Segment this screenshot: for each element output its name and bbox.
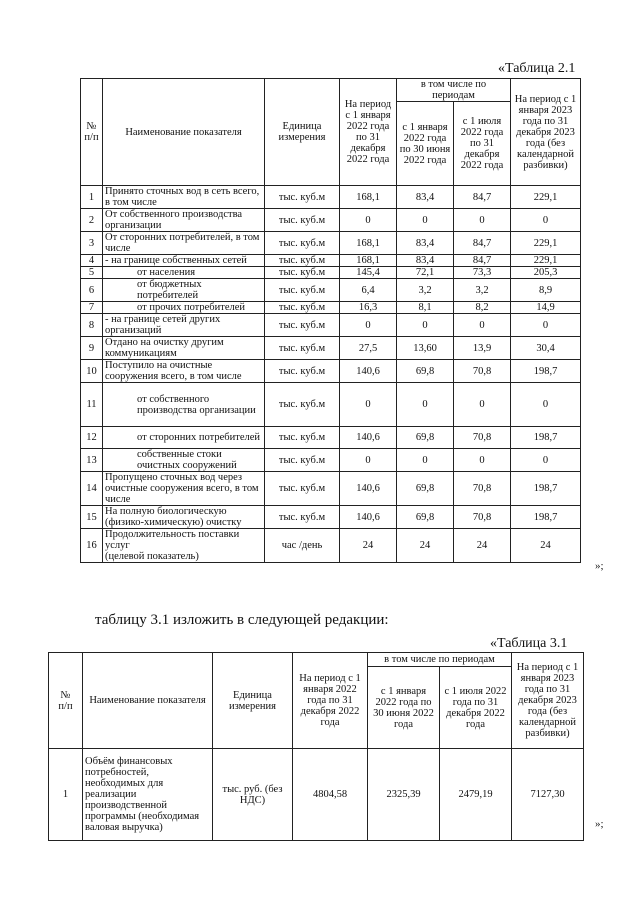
header-subperiod-2: с 1 июля 2022 года по 31 декабря 2022 года xyxy=(440,667,512,749)
row-indicator-name: от бюджетных потребителей xyxy=(103,279,265,302)
row-value-2022: 27,5 xyxy=(340,337,397,360)
row-value-h1-2022: 83,4 xyxy=(397,255,454,267)
row-number: 2 xyxy=(81,209,103,232)
table-3-1 xyxy=(48,652,584,841)
row-value-2022: 16,3 xyxy=(340,302,397,314)
row-unit: тыс. куб.м xyxy=(265,427,340,449)
header-unit: Единица измерения xyxy=(265,79,340,186)
row-number: 11 xyxy=(81,383,103,427)
row-value-h2-2022: 8,2 xyxy=(454,302,511,314)
row-indicator-name: От собственного производства организации xyxy=(103,209,265,232)
row-value-h2-2022: 0 xyxy=(454,383,511,427)
row-value-h1-2022: 69,8 xyxy=(397,472,454,506)
table-row xyxy=(49,749,584,841)
row-indicator-name: Поступило на очистные сооружения всего, в том числе xyxy=(103,360,265,383)
row-value-2023: 0 xyxy=(511,383,581,427)
row-value-2022: 6,4 xyxy=(340,279,397,302)
row-number: 9 xyxy=(81,337,103,360)
row-value-2022: 140,6 xyxy=(340,360,397,383)
row-value-2023: 229,1 xyxy=(511,186,581,209)
header-period-2023: На период с 1 января 2023 года по 31 декабря 2023 года (без календарной разбивки) xyxy=(512,653,584,749)
row-indicator-name: Объём финансовых потребностей, необходимых для реализации производственной программы (необходимая валовая выручка) xyxy=(83,749,213,841)
table-row xyxy=(81,255,581,267)
row-value-2023: 205,3 xyxy=(511,267,581,279)
table-2-1-body xyxy=(81,186,581,563)
row-indicator-name: - на границе сетей других организаций xyxy=(103,314,265,337)
row-unit: тыс. куб.м xyxy=(265,209,340,232)
header-period-2022: На период с 1 января 2022 года по 31 декабря 2022 года xyxy=(293,653,368,749)
row-value-h2-2022: 0 xyxy=(454,449,511,472)
row-indicator-name: На полную биологическую (физико-химическую) очистку xyxy=(103,506,265,529)
row-number: 13 xyxy=(81,449,103,472)
table1-tail: »; xyxy=(595,560,604,572)
row-value-h1-2022: 8,1 xyxy=(397,302,454,314)
row-indicator-name: Пропущено сточных вод через очистные сооружения всего, в том числе xyxy=(103,472,265,506)
row-number: 14 xyxy=(81,472,103,506)
row-value-2022: 24 xyxy=(340,529,397,563)
row-value-h1-2022: 3,2 xyxy=(397,279,454,302)
row-value-2023: 8,9 xyxy=(511,279,581,302)
row-number: 16 xyxy=(81,529,103,563)
row-value-h1-2022: 0 xyxy=(397,314,454,337)
row-unit: тыс. куб.м xyxy=(265,360,340,383)
row-value-h2-2022: 70,8 xyxy=(454,506,511,529)
row-unit: тыс. куб.м xyxy=(265,337,340,360)
row-value-2022: 168,1 xyxy=(340,255,397,267)
table-row xyxy=(81,449,581,472)
row-value-h1-2022: 69,8 xyxy=(397,427,454,449)
table-row xyxy=(81,337,581,360)
row-value-h1-2022: 0 xyxy=(397,449,454,472)
row-value-2022: 0 xyxy=(340,449,397,472)
row-value-h2-2022: 13,9 xyxy=(454,337,511,360)
row-value-2022: 0 xyxy=(340,209,397,232)
table-row xyxy=(81,472,581,506)
row-indicator-name: от собственного производства организации xyxy=(103,383,265,427)
row-unit: тыс. куб.м xyxy=(265,449,340,472)
row-value-2022: 0 xyxy=(340,383,397,427)
table-row xyxy=(81,209,581,232)
row-value-2022: 140,6 xyxy=(340,472,397,506)
row-value-h1-2022: 2325,39 xyxy=(368,749,440,841)
header-name: Наименование показателя xyxy=(103,79,265,186)
row-indicator-name: от сторонних потребителей xyxy=(103,427,265,449)
row-unit: тыс. куб.м xyxy=(265,383,340,427)
table2-tail: »; xyxy=(595,818,604,830)
row-number: 1 xyxy=(49,749,83,841)
row-value-2023: 198,7 xyxy=(511,472,581,506)
row-value-h1-2022: 69,8 xyxy=(397,506,454,529)
table-row xyxy=(81,186,581,209)
row-value-h1-2022: 0 xyxy=(397,383,454,427)
row-value-h1-2022: 13,60 xyxy=(397,337,454,360)
header-subperiod-1: с 1 января 2022 года по 30 июня 2022 года xyxy=(368,667,440,749)
row-value-h2-2022: 0 xyxy=(454,314,511,337)
table-row xyxy=(81,506,581,529)
row-unit: тыс. руб. (без НДС) xyxy=(213,749,293,841)
row-number: 1 xyxy=(81,186,103,209)
row-unit: тыс. куб.м xyxy=(265,267,340,279)
row-value-h1-2022: 0 xyxy=(397,209,454,232)
row-indicator-name: от прочих потребителей xyxy=(103,302,265,314)
row-value-2023: 198,7 xyxy=(511,506,581,529)
row-number: 10 xyxy=(81,360,103,383)
row-indicator-name: от населения xyxy=(103,267,265,279)
row-unit: тыс. куб.м xyxy=(265,314,340,337)
row-number: 12 xyxy=(81,427,103,449)
row-value-h2-2022: 2479,19 xyxy=(440,749,512,841)
row-value-h2-2022: 70,8 xyxy=(454,472,511,506)
table-row xyxy=(81,302,581,314)
row-number: 7 xyxy=(81,302,103,314)
row-number: 3 xyxy=(81,232,103,255)
row-value-2022: 0 xyxy=(340,314,397,337)
row-value-2022: 168,1 xyxy=(340,186,397,209)
header-name: Наименование показателя xyxy=(83,653,213,749)
row-number: 6 xyxy=(81,279,103,302)
row-value-2023: 0 xyxy=(511,314,581,337)
row-value-2023: 229,1 xyxy=(511,232,581,255)
row-value-2022: 168,1 xyxy=(340,232,397,255)
row-value-h2-2022: 84,7 xyxy=(454,255,511,267)
row-value-2022: 4804,58 xyxy=(293,749,368,841)
row-indicator-name: - на границе собственных сетей xyxy=(103,255,265,267)
table-row xyxy=(81,529,581,563)
header-period-2023: На период с 1 января 2023 года по 31 декабря 2023 года (без календарной разбивки) xyxy=(511,79,581,186)
table-row xyxy=(81,314,581,337)
row-value-2023: 30,4 xyxy=(511,337,581,360)
row-value-2022: 140,6 xyxy=(340,506,397,529)
row-indicator-name: Принято сточных вод в сеть всего, в том числе xyxy=(103,186,265,209)
row-number: 15 xyxy=(81,506,103,529)
row-unit: тыс. куб.м xyxy=(265,472,340,506)
table-row xyxy=(81,360,581,383)
table-row xyxy=(81,383,581,427)
instruction-paragraph: таблицу 3.1 изложить в следующей редакции: xyxy=(95,612,389,628)
header-unit: Единица измерения xyxy=(213,653,293,749)
row-value-2022: 140,6 xyxy=(340,427,397,449)
row-value-h2-2022: 70,8 xyxy=(454,360,511,383)
table-2-1 xyxy=(80,78,581,563)
row-value-2023: 229,1 xyxy=(511,255,581,267)
table-row xyxy=(81,267,581,279)
row-number: 8 xyxy=(81,314,103,337)
table2-caption: «Таблица 3.1 xyxy=(490,636,568,651)
row-unit: тыс. куб.м xyxy=(265,302,340,314)
row-value-2023: 0 xyxy=(511,449,581,472)
row-value-2023: 198,7 xyxy=(511,360,581,383)
row-number: 4 xyxy=(81,255,103,267)
row-unit: тыс. куб.м xyxy=(265,506,340,529)
row-value-2023: 14,9 xyxy=(511,302,581,314)
row-value-h1-2022: 83,4 xyxy=(397,232,454,255)
row-value-h1-2022: 24 xyxy=(397,529,454,563)
row-value-h2-2022: 84,7 xyxy=(454,232,511,255)
row-unit: тыс. куб.м xyxy=(265,255,340,267)
row-value-2023: 198,7 xyxy=(511,427,581,449)
row-value-h2-2022: 3,2 xyxy=(454,279,511,302)
row-indicator-name: Продолжительность поставки услуг (целевой показатель) xyxy=(103,529,265,563)
row-value-h2-2022: 70,8 xyxy=(454,427,511,449)
table-3-1-body xyxy=(49,749,584,841)
row-value-2022: 145,4 xyxy=(340,267,397,279)
header-subperiod-2: с 1 июля 2022 года по 31 декабря 2022 года xyxy=(454,102,511,186)
row-value-h1-2022: 83,4 xyxy=(397,186,454,209)
header-num: № п/п xyxy=(49,653,83,749)
row-value-2023: 0 xyxy=(511,209,581,232)
header-num: № п/п xyxy=(81,79,103,186)
row-unit: тыс. куб.м xyxy=(265,232,340,255)
row-value-h2-2022: 84,7 xyxy=(454,186,511,209)
row-unit: час /день xyxy=(265,529,340,563)
header-periods-group: в том числе по периодам xyxy=(368,653,512,667)
table-row xyxy=(81,279,581,302)
row-indicator-name: собственные стоки очистных сооружений xyxy=(103,449,265,472)
row-value-h2-2022: 24 xyxy=(454,529,511,563)
row-value-h1-2022: 69,8 xyxy=(397,360,454,383)
header-periods-group: в том числе по периодам xyxy=(397,79,511,102)
row-unit: тыс. куб.м xyxy=(265,279,340,302)
row-number: 5 xyxy=(81,267,103,279)
row-indicator-name: От сторонних потребителей, в том числе xyxy=(103,232,265,255)
row-unit: тыс. куб.м xyxy=(265,186,340,209)
table-row xyxy=(81,232,581,255)
header-period-2022: На период с 1 января 2022 года по 31 декабря 2022 года xyxy=(340,79,397,186)
row-indicator-name: Отдано на очистку другим коммуникациям xyxy=(103,337,265,360)
header-subperiod-1: с 1 января 2022 года по 30 июня 2022 года xyxy=(397,102,454,186)
table-row xyxy=(81,427,581,449)
row-value-h1-2022: 72,1 xyxy=(397,267,454,279)
row-value-h2-2022: 73,3 xyxy=(454,267,511,279)
row-value-2023: 7127,30 xyxy=(512,749,584,841)
row-value-2023: 24 xyxy=(511,529,581,563)
row-value-h2-2022: 0 xyxy=(454,209,511,232)
table1-caption: «Таблица 2.1 xyxy=(498,61,576,76)
